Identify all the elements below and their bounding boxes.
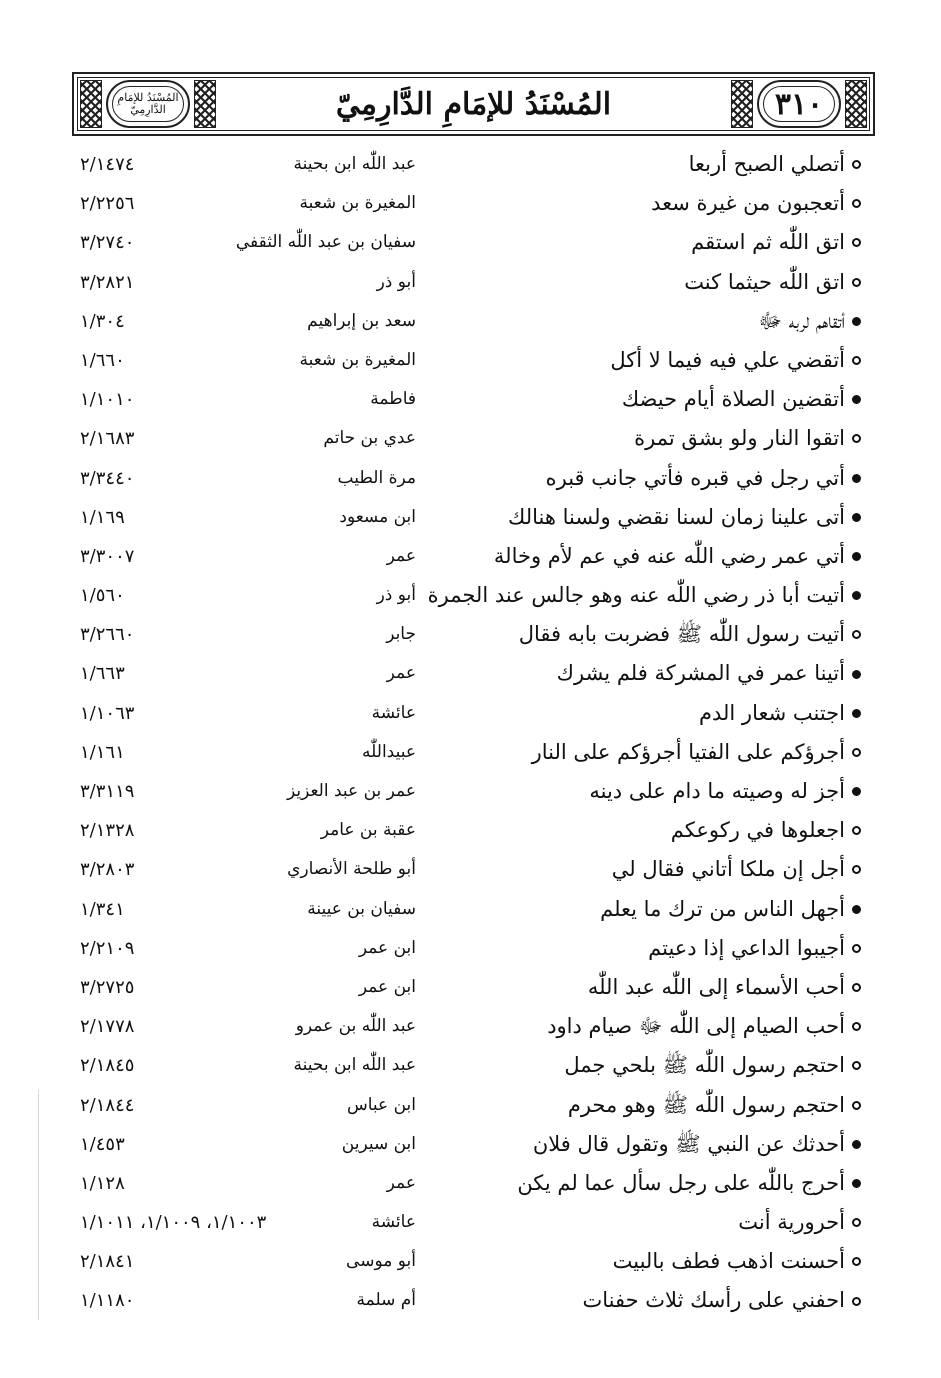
entry-text <box>546 459 861 498</box>
entry-reference: ٣/٢٨٠٣ <box>80 859 135 881</box>
hadith-opening: أتي عمر رضي اللّٰه عنه في عم لأم وخالة <box>493 543 845 568</box>
open-circle-icon <box>852 630 861 639</box>
entry-text <box>588 968 861 1007</box>
hadith-opening: أتقاهم لربه ﷻ <box>758 308 845 333</box>
index-entry <box>0 459 941 498</box>
logo-text: المُسْنَدُ للإمَامِ الدَّارِمِيّ <box>117 91 179 116</box>
hadith-opening: أحسنت اذهب فطف بالبيت <box>612 1249 845 1274</box>
index-entry <box>0 811 941 850</box>
entry-reference: ١/١٠١٠ <box>80 389 135 411</box>
entry-narrator: عبيداللّٰه <box>362 741 416 762</box>
hadith-opening: أتصلي الصبح أربعا <box>688 152 845 176</box>
entry-narrator: عمر <box>386 663 416 684</box>
entry-reference: ١/٦٦٠ <box>80 349 125 371</box>
index-entry <box>0 380 941 419</box>
entry-narrator: ابن مسعود <box>339 506 416 527</box>
index-entry <box>0 1125 941 1164</box>
entry-text <box>758 302 861 341</box>
hadith-opening: اتقوا النار ولو بشق تمرة <box>634 426 845 451</box>
index-entry <box>0 1203 941 1242</box>
entry-narrator: عمر <box>386 1172 416 1193</box>
page-number: ٣١٠ <box>774 86 824 122</box>
hadith-opening: أجيبوا الداعي إذا دعيتم <box>648 935 845 960</box>
open-circle-icon <box>852 278 861 287</box>
index-entry <box>0 1086 941 1125</box>
hadith-opening: أحب الصيام إلى اللّٰه ﷻ صيام داود <box>547 1014 845 1039</box>
ornament-left-outer <box>80 80 102 128</box>
index-entry <box>0 733 941 772</box>
entry-text <box>699 694 861 733</box>
hadith-opening: أتيت أبا ذر رضي اللّٰه عنه وهو جالس عند الجمرة <box>427 583 845 608</box>
entry-text <box>671 811 861 850</box>
index-entry <box>0 145 941 184</box>
filled-circle-icon <box>852 670 861 679</box>
index-entry <box>0 576 941 615</box>
open-circle-icon <box>852 1297 861 1306</box>
entry-reference: ٢/١٨٤٤ <box>80 1094 135 1116</box>
entry-reference: ٢/١٣٢٨ <box>80 820 135 842</box>
page-header <box>72 72 875 136</box>
hadith-opening: اجعلوها في ركوعكم <box>670 818 845 843</box>
entry-narrator: المغيرة بن شعبة <box>299 349 416 370</box>
entry-text <box>517 1164 861 1203</box>
entry-narrator: عمر بن عبد العزيز <box>286 781 416 801</box>
open-circle-icon <box>852 1022 861 1031</box>
hadith-opening: أجل إن ملكا أتاني فقال لي <box>611 857 845 882</box>
entry-reference: ١/١٠٦٣ <box>80 702 135 724</box>
entry-narrator: ابن عمر <box>358 937 416 958</box>
entry-narrator: أبو موسى <box>346 1251 416 1272</box>
filled-circle-icon <box>852 709 861 718</box>
entry-reference: ٢/١٤٧٤ <box>80 154 135 175</box>
entry-reference: ٢/١٦٨٣ <box>80 428 135 450</box>
entry-text <box>428 576 861 615</box>
entry-reference: ٣/٢٦٦٠ <box>80 624 135 646</box>
hadith-opening: أتعجبون من غيرة سعد <box>651 191 845 216</box>
hadith-opening: أتى علينا زمان لسنا نقضي ولسنا هنالك <box>508 504 845 529</box>
open-circle-icon <box>852 238 861 247</box>
entry-reference: ٣/٣٤٤٠ <box>80 467 135 489</box>
open-circle-icon <box>852 865 861 874</box>
ornament-left-inner <box>194 80 216 128</box>
entry-reference: ٣/٢٧٢٥ <box>80 976 135 998</box>
entry-text <box>547 1007 861 1046</box>
entry-narrator: أم سلمة <box>356 1290 416 1311</box>
index-entry <box>0 302 941 341</box>
filled-circle-icon <box>852 395 861 404</box>
index-entry <box>0 184 941 223</box>
entry-text <box>610 341 861 380</box>
index-entry <box>0 1281 941 1320</box>
open-circle-icon <box>852 160 861 169</box>
hadith-opening: أجهل الناس من ترك ما يعلم <box>600 896 845 921</box>
entry-text <box>622 380 861 419</box>
open-circle-icon <box>852 356 861 365</box>
entry-text <box>738 1203 861 1242</box>
entry-reference: ٣/٢٨٢١ <box>80 271 135 293</box>
entry-narrator: عائشة <box>371 702 416 723</box>
open-circle-icon <box>852 1061 861 1070</box>
hadith-opening: اتق اللّٰه حيثما كنت <box>684 269 845 294</box>
entry-reference: ١/٣٤١ <box>80 898 125 920</box>
ornament-right-outer <box>845 80 867 128</box>
hadith-opening: أتينا عمر في المشركة فلم يشرك <box>556 661 845 686</box>
entry-reference: ٢/٢١٠٩ <box>80 937 135 959</box>
title-box <box>289 80 658 128</box>
entry-narrator: عمر <box>386 545 416 566</box>
entry-narrator: سعد بن إبراهيم <box>307 310 416 331</box>
open-circle-icon <box>852 1257 861 1266</box>
index-entry <box>0 654 941 693</box>
index-entry <box>0 1046 941 1085</box>
hadith-opening: أتقضين الصلاة أيام حيضك <box>621 387 845 412</box>
entry-narrator: سفيان بن عيينة <box>307 898 416 919</box>
ornament-right-inner <box>731 80 753 128</box>
hadith-opening: أحرج باللّٰه على رجل سأل عما لم يكن <box>517 1170 845 1195</box>
entry-narrator: ابن عباس <box>346 1094 416 1115</box>
index-entry <box>0 1164 941 1203</box>
open-circle-icon <box>852 983 861 992</box>
filled-circle-icon <box>852 1179 861 1188</box>
hadith-opening: أجز له وصيته ما دام على دينه <box>589 779 845 803</box>
logo-badge <box>106 80 190 128</box>
entry-text <box>689 145 861 184</box>
filled-circle-icon <box>852 1140 861 1149</box>
filled-circle-icon <box>852 552 861 561</box>
entry-text <box>613 1242 861 1281</box>
entry-text <box>612 850 861 889</box>
filled-circle-icon <box>852 591 861 600</box>
filled-circle-icon <box>852 474 861 483</box>
entry-text <box>600 890 861 929</box>
index-entry <box>0 890 941 929</box>
book-title: المُسْنَدُ للإمَامِ الدَّارِمِيّ <box>335 86 612 122</box>
entry-reference: ٣/٣٠٠٧ <box>80 545 135 567</box>
entry-text <box>634 419 861 458</box>
hadith-opening: أتيت رسول اللّٰه ﷺ فضربت بابه فقال <box>518 622 845 647</box>
hadith-opening: أحب الأسماء إلى اللّٰه عبد اللّٰه <box>587 974 845 999</box>
open-circle-icon <box>852 434 861 443</box>
open-circle-icon <box>852 1101 861 1110</box>
entry-text <box>691 223 861 262</box>
index-entry <box>0 694 941 733</box>
filled-circle-icon <box>852 513 861 522</box>
entry-text <box>651 184 861 223</box>
hadith-opening: احفني على رأسك ثلاث حفنات <box>582 1288 845 1313</box>
page-number-badge <box>757 80 841 128</box>
entry-narrator: فاطمة <box>370 389 416 410</box>
index-entry <box>0 968 941 1007</box>
entry-text <box>564 1046 861 1085</box>
entry-text <box>583 1281 862 1320</box>
entry-text <box>494 537 861 576</box>
entry-narrator: ابن سيرين <box>341 1133 416 1154</box>
entry-narrator: أبو ذر <box>376 585 416 606</box>
entry-reference: ٢/١٨٤٥ <box>80 1055 135 1077</box>
hadith-opening: اجتنب شعار الدم <box>699 700 845 725</box>
open-circle-icon <box>852 748 861 757</box>
index-entry <box>0 419 941 458</box>
hadith-opening: احتجم رسول اللّٰه ﷺ بلحي جمل <box>564 1053 845 1078</box>
entry-text <box>519 615 861 654</box>
hadith-index-list <box>0 145 941 1321</box>
entry-narrator: عبد اللّٰه ابن بحينة <box>293 1055 416 1076</box>
hadith-opening: اتق اللّٰه ثم استقم <box>691 230 845 255</box>
open-circle-icon <box>852 826 861 835</box>
entry-narrator: جابر <box>386 624 416 645</box>
entry-text <box>508 498 861 537</box>
index-entry <box>0 1242 941 1281</box>
hadith-opening: أحدثك عن النبي ﷺ وتقول قال فلان <box>532 1131 845 1156</box>
index-entry <box>0 929 941 968</box>
index-entry <box>0 850 941 889</box>
entry-text <box>648 929 861 968</box>
index-entry <box>0 1007 941 1046</box>
entry-reference: ١/١٢٨ <box>80 1172 125 1194</box>
index-entry <box>0 537 941 576</box>
hadith-opening: أتي رجل في قبره فأتي جانب قبره <box>545 465 845 490</box>
entry-text <box>684 263 861 302</box>
entry-text <box>532 733 861 772</box>
entry-narrator: مرة الطيب <box>337 467 416 488</box>
entry-reference: ١/٦٦٣ <box>80 663 125 685</box>
entry-text <box>589 772 861 811</box>
entry-reference: ١/١٠٠٣، ١/١٠٠٩، ١/١٠١١ <box>80 1212 267 1234</box>
entry-narrator: أبو ذر <box>376 271 416 292</box>
entry-reference: ٣/٣١١٩ <box>80 781 135 802</box>
entry-reference: ٣/٢٧٤٠ <box>80 232 135 254</box>
filled-circle-icon <box>852 905 861 914</box>
index-entry <box>0 772 941 811</box>
entry-text <box>568 1086 861 1125</box>
entry-narrator: سفيان بن عبد اللّٰه الثقفي <box>235 232 416 253</box>
index-entry <box>0 615 941 654</box>
hadith-opening: أتقضي علي فيه فيما لا أكل <box>610 347 845 372</box>
entry-reference: ١/٣٠٤ <box>80 310 125 332</box>
entry-narrator: عقبة بن عامر <box>320 820 416 841</box>
entry-text <box>557 654 861 693</box>
filled-circle-icon <box>852 317 861 326</box>
entry-narrator: المغيرة بن شعبة <box>299 193 416 214</box>
entry-reference: ٢/١٧٧٨ <box>80 1016 135 1038</box>
entry-narrator: عائشة <box>371 1212 416 1233</box>
filled-circle-icon <box>852 787 861 796</box>
open-circle-icon <box>852 1218 861 1227</box>
margin-rule <box>38 1090 39 1320</box>
entry-reference: ١/١٦٩ <box>80 506 125 528</box>
entry-text <box>533 1125 861 1164</box>
index-entry <box>0 341 941 380</box>
open-circle-icon <box>852 944 861 953</box>
open-circle-icon <box>852 199 861 208</box>
entry-reference: ١/١٦١ <box>80 741 125 763</box>
entry-narrator: عبد اللّٰه ابن بحينة <box>293 154 416 174</box>
entry-reference: ٢/١٨٤١ <box>80 1251 135 1273</box>
hadith-opening: احتجم رسول اللّٰه ﷺ وهو محرم <box>567 1092 845 1117</box>
entry-narrator: أبو طلحة الأنصاري <box>287 859 416 880</box>
entry-reference: ٢/٢٢٥٦ <box>80 193 135 215</box>
index-entry <box>0 498 941 537</box>
entry-reference: ١/٥٦٠ <box>80 585 125 607</box>
entry-narrator: عدي بن حاتم <box>323 428 416 449</box>
hadith-opening: أحرورية أنت <box>738 1210 845 1235</box>
entry-reference: ١/١١٨٠ <box>80 1290 135 1312</box>
entry-narrator: ابن عمر <box>358 976 416 997</box>
entry-narrator: عبد اللّٰه بن عمرو <box>295 1016 416 1037</box>
hadith-opening: أجرؤكم على الفتيا أجرؤكم على النار <box>531 739 845 764</box>
index-entry <box>0 223 941 262</box>
entry-reference: ١/٤٥٣ <box>80 1133 125 1155</box>
index-entry <box>0 263 941 302</box>
